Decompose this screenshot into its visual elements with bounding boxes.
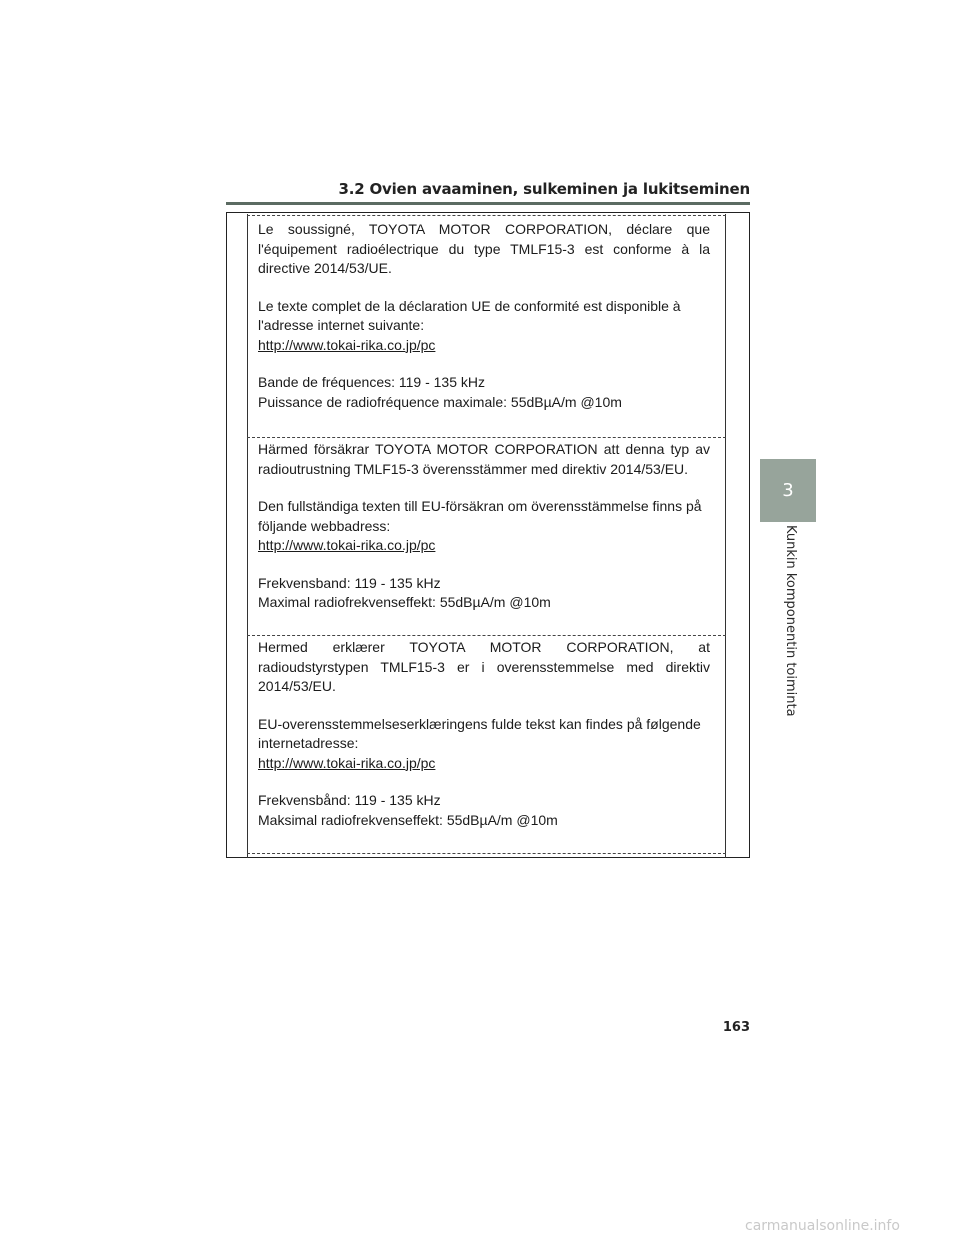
divider-swedish-danish [247,635,726,636]
page-number: 163 [722,1020,750,1035]
danish-paragraph-1: Hermed erklærer TOYOTA MOTOR CORPORATION, at radioudstyrstypen TMLF15-3 er i overensstemmelse med direktiv 2014/53/EU. [258,639,710,694]
section-header: 3.2 Ovien avaaminen, sulkeminen ja lukitseminen [338,180,750,198]
french-paragraph-2 [258,297,710,356]
danish-url-link[interactable]: http://www.tokai-rika.co.jp/pc [258,754,436,771]
header-rule [226,202,750,205]
french-specs [258,373,710,412]
swedish-frequency: Frekvensband: 119 - 135 kHz [258,574,441,591]
declaration-swedish [258,440,710,613]
divider-french-swedish [247,437,726,438]
swedish-specs [258,574,710,613]
frame-inner-left-line [247,214,248,858]
danish-frequency: Frekvensbånd: 119 - 135 kHz [258,792,441,808]
french-paragraph-2-text: Le texte complet de la déclaration UE de conformité est disponible à l'adresse internet suivante: [258,297,681,333]
frame-inner-right-line [725,214,726,858]
danish-paragraph-2-text: EU-overensstemmelseserklæringens fulde tekst kan findes på følgende internetadresse: [258,715,701,751]
danish-paragraph-2 [258,715,710,774]
danish-power: Maksimal radiofrekvenseffekt: 55dBµA/m @10m [258,811,558,828]
swedish-paragraph-2 [258,497,710,556]
french-power: Puissance de radiofréquence maximale: 55dBµA/m @10m [258,393,622,410]
swedish-paragraph-1: Härmed försäkrar TOYOTA MOTOR CORPORATION att denna typ av radioutrustning TMLF15-3 överensstämmer med direktiv 2014/53/EU. [258,441,710,477]
declaration-danish [258,638,710,830]
french-frequency: Bande de fréquences: 119 - 135 kHz [258,374,486,390]
swedish-power: Maximal radiofrekvenseffekt: 55dBµA/m @10m [258,594,551,610]
chapter-title: Kunkin komponentin toiminta [783,525,798,717]
declaration-french [258,220,710,412]
french-paragraph-1: Le soussigné, TOYOTA MOTOR CORPORATION, déclare que l'équipement radioélectrique du type TMLF15-3 est conforme à la directive 2014/53/UE. [258,221,710,276]
danish-specs [258,791,710,830]
swedish-paragraph-2-text: Den fullständiga texten till EU-försäkran om överensstämmelse finns på följande webbadress: [258,498,702,534]
chapter-tab[interactable]: 3 [760,459,816,522]
watermark: carmanualsonline.info [745,1218,900,1234]
swedish-url-link[interactable]: http://www.tokai-rika.co.jp/pc [258,537,436,553]
french-url-link[interactable]: http://www.tokai-rika.co.jp/pc [258,336,436,353]
divider-top [247,215,726,216]
divider-bottom [247,853,726,854]
